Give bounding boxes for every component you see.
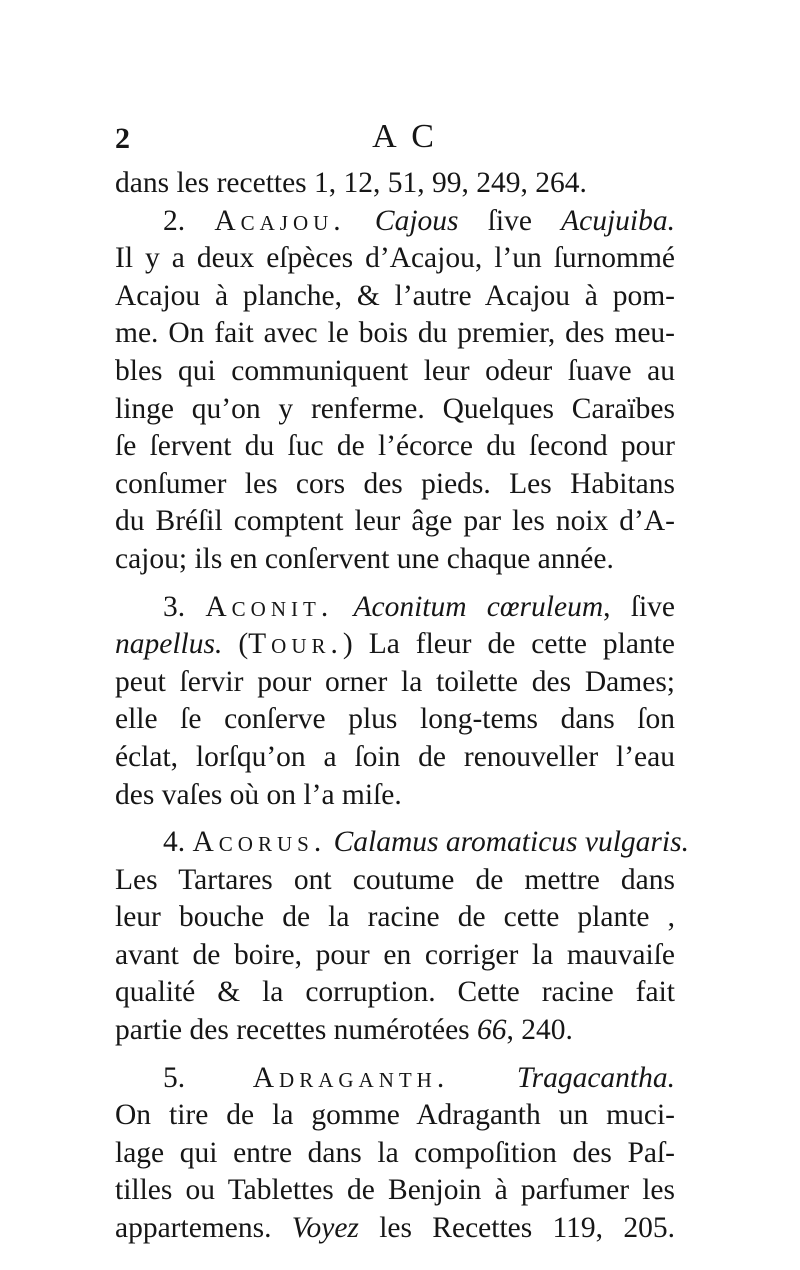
text-run: Acajou à planche, & l’autre Acajou à pom-	[115, 279, 675, 312]
text-line	[115, 739, 675, 777]
text-line	[115, 664, 675, 702]
text-run: (	[222, 628, 249, 661]
text-run: 5.	[163, 1061, 253, 1094]
text-run: avant de boire, pour en corriger la mauvaiſe	[115, 938, 675, 971]
text-run: cajou; ils en conſervent une chaque année.	[115, 542, 614, 575]
text-line	[115, 899, 675, 937]
text-run: peut ſervir pour orner la toilette des Dames;	[115, 665, 675, 698]
text-line	[115, 466, 675, 504]
text-run	[326, 826, 333, 858]
text-run: leur bouche de la racine de cette plante ,	[115, 901, 675, 934]
text-line	[115, 240, 675, 278]
text-run: lage qui entre dans la compoſition des Paſ-	[115, 1136, 675, 1169]
text-line	[115, 626, 675, 664]
text-run: Les Tartares ont coutume de mettre dans	[115, 863, 675, 896]
text-run: linge qu’on y renferme. Quelques Caraïbes	[115, 392, 675, 425]
italic-term: napellus.	[115, 628, 223, 661]
text-line	[115, 777, 675, 815]
text-run: éclat, lorſqu’on a ſoin de renouveller l’eau	[115, 740, 675, 773]
text-line	[115, 315, 675, 353]
text-line	[115, 862, 675, 900]
paragraph-gap	[115, 814, 675, 824]
text-line	[115, 1135, 675, 1173]
entry-heading: Aconit.	[205, 590, 334, 623]
text-line	[115, 353, 675, 391]
entry-heading: Acajou.	[214, 204, 346, 237]
text-run: partie des recettes numérotées	[115, 1014, 478, 1047]
text-line	[115, 974, 675, 1012]
text-run: conſumer les cors des pieds. Les Habitans	[115, 467, 675, 500]
text-run: ſive	[458, 204, 562, 237]
text-line	[115, 1172, 675, 1210]
text-run: qualité & la corruption. Cette racine fait	[115, 976, 675, 1009]
italic-term: 66	[477, 1014, 507, 1047]
text-run: , 240.	[506, 1014, 573, 1047]
entry-heading: Tour.	[248, 628, 343, 661]
italic-term: Calamus aromaticus vulgaris.	[333, 826, 689, 859]
text-run: On tire de la gomme Adraganth un muci-	[115, 1099, 675, 1132]
text-run	[333, 591, 353, 623]
paragraph-gap	[115, 1050, 675, 1060]
text-line	[115, 391, 675, 429]
text-run	[449, 1062, 517, 1094]
text-run: ) La fleur de cette plante	[342, 628, 675, 661]
entry-heading: Acorus.	[192, 826, 327, 859]
text-line	[115, 428, 675, 466]
text-run: des vaſes où on l’a miſe.	[115, 778, 402, 811]
text-run: dans les recettes 1, 12, 51, 99, 249, 264.	[115, 167, 587, 199]
text-line	[115, 1210, 675, 1248]
text-run: 3.	[163, 590, 206, 623]
text-run: du Bréſil comptent leur âge par les noix d’A-	[115, 505, 675, 538]
italic-term: Aconitum cœruleum	[353, 590, 604, 623]
italic-term: Acujuiba.	[561, 204, 676, 237]
text-run: , ſive	[603, 590, 675, 623]
text-run	[346, 205, 375, 237]
text-line	[115, 278, 675, 316]
text-run: 2.	[163, 204, 215, 237]
page-header	[115, 118, 695, 158]
running-head: A C	[372, 118, 438, 155]
text-run: tilles ou Tablettes de Benjoin à parfumer les	[115, 1174, 675, 1207]
italic-term: Cajous	[374, 204, 459, 237]
text-run: appartemens.	[115, 1212, 292, 1245]
text-run: ſe ſervent du ſuc de l’écorce du ſecond pour	[115, 430, 675, 463]
text-run: 4.	[163, 826, 193, 859]
body-text	[115, 165, 689, 1248]
italic-term: Voyez	[291, 1212, 359, 1245]
text-line	[115, 824, 689, 862]
text-run: Il y a deux eſpèces d’Acajou, l’un ſurnommé	[115, 242, 675, 275]
text-run: bles qui communiquent leur odeur ſuave au	[115, 354, 675, 387]
text-line	[115, 503, 675, 541]
paragraph-gap	[115, 579, 675, 589]
text-run: me. On fait avec le bois du premier, des meu-	[115, 317, 675, 350]
text-line	[115, 1060, 675, 1098]
page-number: 2	[115, 122, 130, 155]
text-run: elle ſe conſerve plus long-tems dans ſon	[115, 703, 675, 736]
text-line	[115, 165, 675, 203]
italic-term: Tragacantha.	[516, 1061, 676, 1094]
text-line	[115, 589, 675, 627]
text-line	[115, 541, 675, 579]
text-line	[115, 1012, 675, 1050]
entry-heading: Adraganth.	[252, 1061, 450, 1094]
text-line	[115, 701, 675, 739]
text-line	[115, 937, 675, 975]
text-line	[115, 203, 675, 241]
text-line	[115, 1097, 675, 1135]
text-run: les Recettes 119, 205.	[358, 1212, 675, 1245]
